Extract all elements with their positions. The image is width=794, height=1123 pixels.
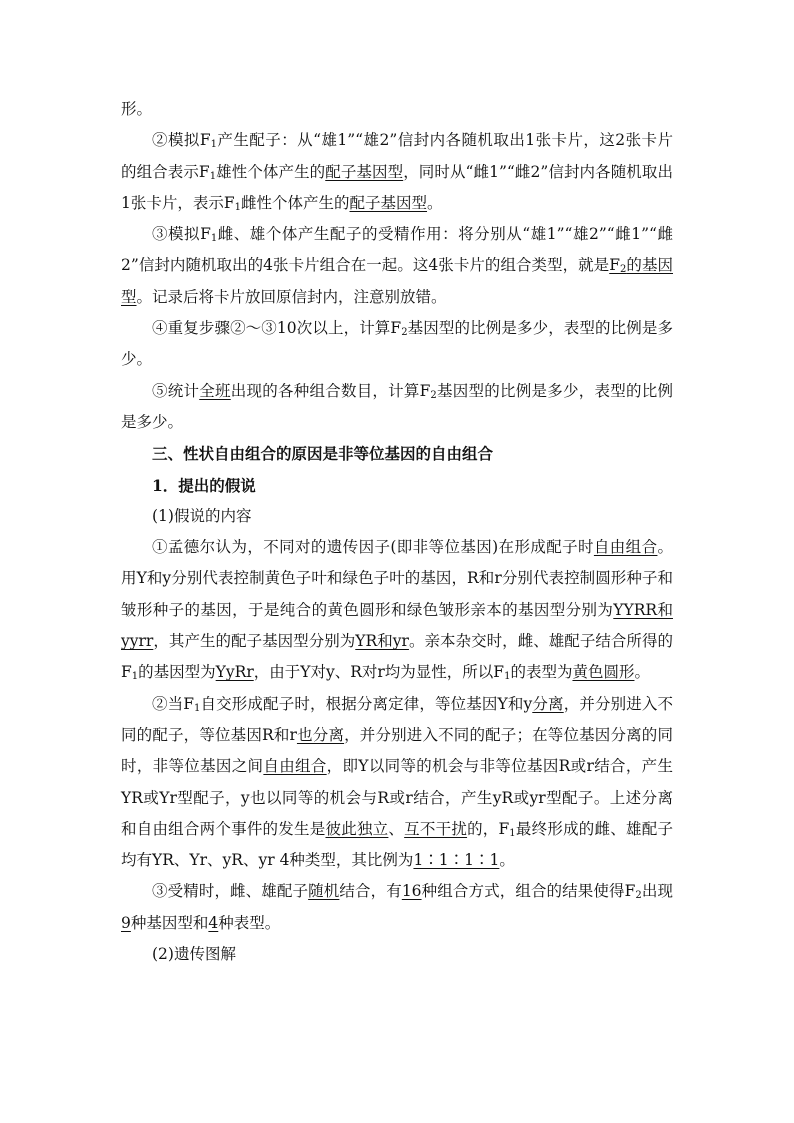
underlined-answer: 分离 bbox=[532, 694, 564, 713]
underlined-answer: YR和yr bbox=[355, 632, 409, 651]
underlined-answer: 9 bbox=[121, 913, 131, 932]
underlined-answer: 配子基因型 bbox=[325, 162, 404, 181]
paragraph-continuation: 形。 bbox=[121, 100, 153, 118]
underlined-answer: 彼此独立 bbox=[325, 819, 389, 838]
underlined-answer: 全班 bbox=[199, 381, 231, 400]
paragraph-step-5: ⑤统计全班出现的各种组合数目，计算$F_2$基因型的比例是多少，表型的比例是多少。 bbox=[121, 381, 673, 431]
subsubsection-heading: (1)假说的内容 bbox=[152, 506, 252, 525]
subsubsection-heading-diagram: (2)遗传图解 bbox=[152, 945, 236, 964]
underlined-answer: 自由组合 bbox=[263, 757, 327, 776]
underlined-answer: 随机 bbox=[308, 882, 340, 901]
subsection-heading: 1．提出的假说 bbox=[152, 475, 256, 495]
paragraph-step-4: ④重复步骤②～③10次以上，计算$F_2$基因型的比例是多少，表型的比例是多少。 bbox=[121, 319, 673, 369]
paragraph-hypothesis-2: ②当$F_1$自交形成配子时，根据分离定律，等位基因Y和y分离，并分别进入不同的配子，等位基因R和r也分离，并分别进入不同的配子；在等位基因分离的同时，非等位基因之间自由组合，即Y以同等的机会与非等位基因R或r结合，产生YR或Yr型配子，y也以同等的机会与R或r结合，产生yR或yr型配子。上述分离和自由组合两个事件的发生是彼此独立、互不干扰的，$F_1$最终形成的雌、雄配子均有YR、Yr、yR、yr 4种类型，其比例为1∶1∶1∶1。 bbox=[121, 694, 673, 870]
underlined-answer: 互不干扰 bbox=[404, 819, 468, 838]
underlined-answer: 4 bbox=[208, 913, 219, 932]
underlined-answer: 黄色圆形 bbox=[572, 663, 635, 682]
page-content bbox=[121, 94, 673, 970]
underlined-answer: 自由组合 bbox=[593, 538, 658, 557]
underlined-answer: YYRR和yyrr bbox=[121, 600, 673, 651]
underlined-answer: 1∶1∶1∶1 bbox=[413, 851, 500, 870]
paragraph-hypothesis-1: ①孟德尔认为，不同对的遗传因子(即非等位基因)在形成配子时自由组合。用Y和y分别代表控制黄色子叶和绿色子叶的基因，R和r分别代表控制圆形种子和皱形种子的基因，于是纯合的黄色圆形和绿色皱形亲本的基因型分别为YYRR和yyrr，其产生的配子基因型分别为YR和yr。亲本杂交时，雌、雄配子结合所得的$F_1$的基因型为YyRr，由于Y对y、R对r均为显性，所以$F_1$的表型为黄色圆形。 bbox=[121, 538, 673, 683]
underlined-answer: YyRr bbox=[215, 663, 254, 682]
paragraph-step-2: ②模拟$F_1$产生配子：从“雄1”“雄2”信封内各随机取出1张卡片，这2张卡片的组合表示$F_1$雄性个体产生的配子基因型，同时从“雌1”“雌2”信封内各随机取出1张卡片，表示$F_1$雌性个体产生的配子基因型。 bbox=[121, 131, 673, 213]
section-heading: 三、性状自由组合的原因是非等位基因的自由组合 bbox=[152, 444, 494, 464]
underlined-answer: 也分离 bbox=[296, 725, 345, 744]
paragraph-step-3: ③模拟$F_1$雌、雄个体产生配子的受精作用：将分别从“雄1”“雄2”“雌1”“雌2”信封内随机取出的4张卡片组合在一起。这4张卡片的组合类型，就是$F_2$的基因型。记录后将卡片放回原信封内，注意别放错。 bbox=[121, 225, 673, 306]
underlined-answer: $F_2$的基因型 bbox=[121, 256, 673, 306]
underlined-answer: 配子基因型 bbox=[349, 193, 428, 212]
paragraph-hypothesis-3: ③受精时，雌、雄配子随机结合，有16种组合方式，组合的结果使得$F_2$出现9种基因型和4种表型。 bbox=[121, 882, 673, 932]
underlined-answer: 16 bbox=[401, 882, 422, 901]
